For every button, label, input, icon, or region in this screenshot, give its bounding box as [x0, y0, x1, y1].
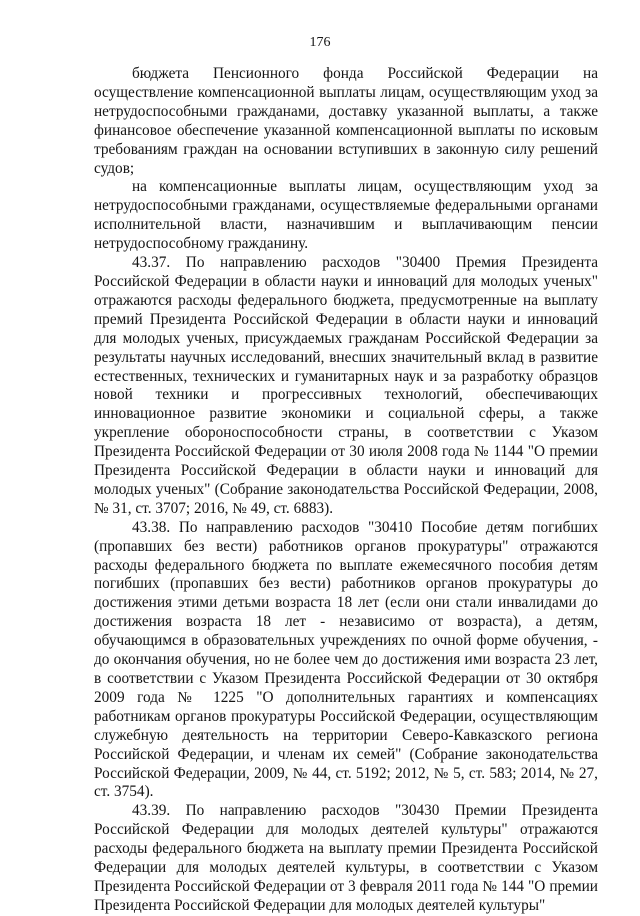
page-number: 176: [309, 35, 331, 50]
paragraph-43-39: 43.39. По направлению расходов "30430 Премии Президента Российской Федерации для молодых деятелей культуры" отражаются расходы федерального бюджета на выплату премии Президента Российской Федерации для молодых деятелей культуры, в соответствии с Указом Президента Российской Федерации от 3 февраля 2011 года № 144 "О премии Президента Российской Федерации для молодых деятелей культуры": [94, 802, 598, 914]
document-body: [94, 65, 598, 916]
paragraph-compensation-payments: на компенсационные выплаты лицам, осуществляющим уход за нетрудоспособными гражданами, осуществляемые федеральными органами исполнительной власти, назначившим и выплачивающим пенсии нетрудоспособному гражданину.: [94, 178, 598, 253]
paragraph-43-37: 43.37. По направлению расходов "30400 Премия Президента Российской Федерации в области науки и инноваций для молодых ученых" отражаются расходы федерального бюджета, предусмотренные на выплату премий Президента Российской Федерации в области науки и инноваций для молодых ученых, присуждаемых гражданам Российской Федерации за результаты научных исследований, внесших значительный вклад в развитие естественных, технических и гуманитарных наук и за разработку образцов новой техники и прогрессивных технологий, обеспечивающих инновационное развитие экономики и социальной сферы, а также укрепление обороноспособности страны, в соответствии с Указом Президента Российской Федерации от 30 июля 2008 года № 1144 "О премии Президента Российской Федерации в области науки и инноваций для молодых ученых" (Собрание законодательства Российской Федерации, 2008, № 31, ст. 3707; 2016, № 49, ст. 6883).: [94, 254, 598, 517]
paragraph-continuation: бюджета Пенсионного фонда Российской Федерации на осуществление компенсационной выплаты лицам, осуществляющим уход за нетрудоспособными гражданами, доставку указанной выплаты, а также финансовое обеспечение указанной компенсационной выплаты по исковым требованиям граждан на основании вступивших в законную силу решений судов;: [94, 65, 598, 177]
paragraph-43-38: 43.38. По направлению расходов "30410 Пособие детям погибших (пропавших без вести) работников органов прокуратуры" отражаются расходы федерального бюджета по выплате ежемесячного пособия детям погибших (пропавших без вести) работников органов прокуратуры до достижения этими детьми возраста 18 лет (если они стали инвалидами до достижения возраста 18 лет - независимо от возраста), а детям, обучающимся в образовательных учреждениях по очной форме обучения, - до окончания обучения, но не более чем до достижения ими возраста 23 лет, в соответствии с Указом Президента Российской Федерации от 30 октября 2009 года № 1225 "О дополнительных гарантиях и компенсациях работникам органов прокуратуры Российской Федерации, осуществляющим служебную деятельность на территории Северо-Кавказского региона Российской Федерации, и членам их семей" (Собрание законодательства Российской Федерации, 2009, № 44, ст. 5192; 2012, № 5, ст. 583; 2014, № 27, ст. 3754).: [94, 518, 598, 801]
